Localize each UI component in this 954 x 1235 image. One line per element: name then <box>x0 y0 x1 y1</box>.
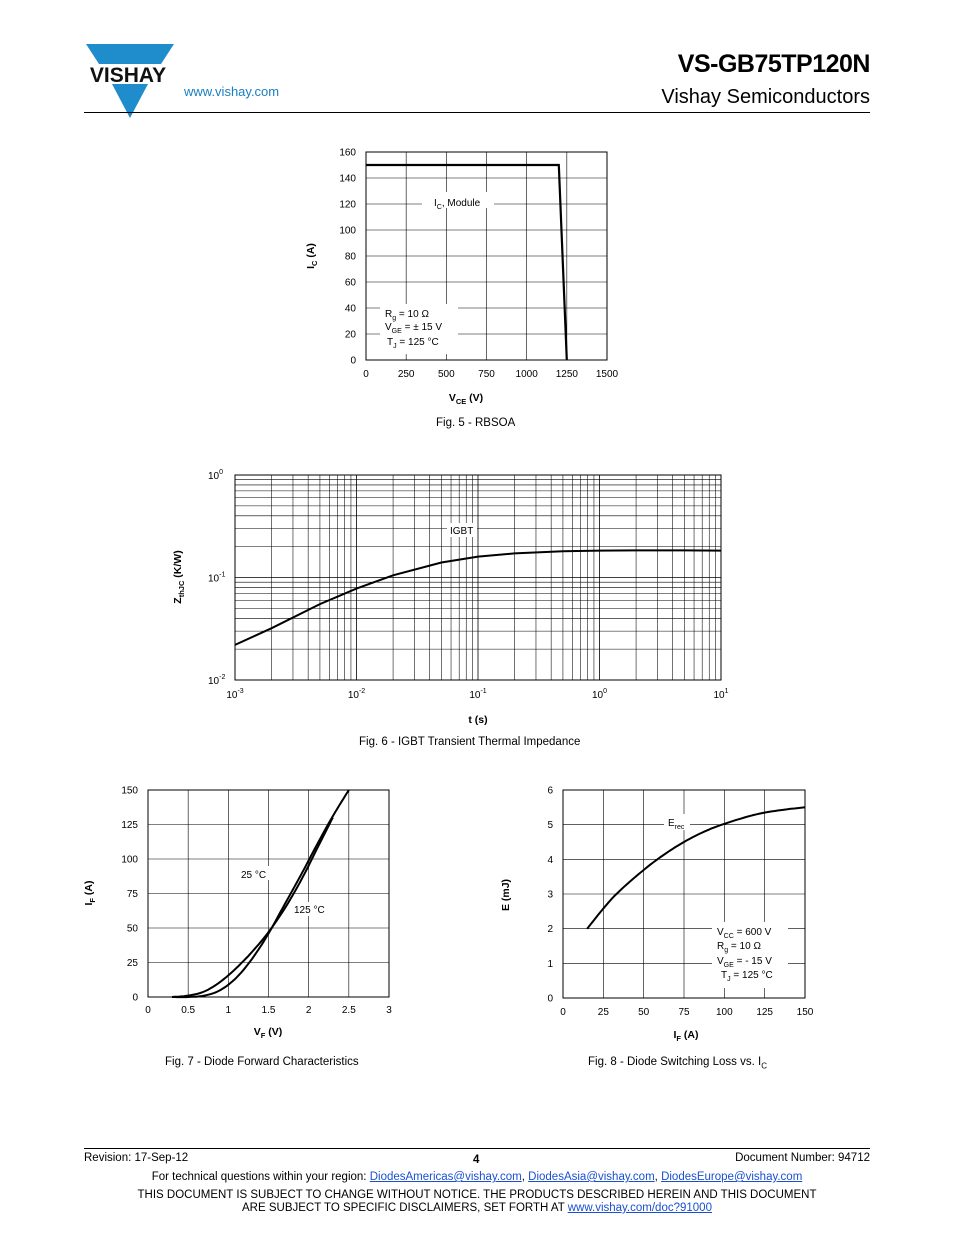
fig7-label-25c: 25 °C <box>241 870 267 881</box>
fig5-chart <box>290 140 640 415</box>
y-tick-label: 0 <box>350 355 356 367</box>
footer-rule <box>84 1148 870 1149</box>
x-tick-label: 1.5 <box>261 1005 276 1016</box>
document-number: Document Number: 94712 <box>735 1152 870 1164</box>
x-tick-label: $10^{-1}$ <box>469 688 487 701</box>
technical-contact-line: For technical questions within your region: DiodesAmericas@vishay.com, DiodesAsia@vishay.com, DiodesEurope@vishay.com <box>151 1171 803 1183</box>
y-tick-label: 2 <box>547 924 553 936</box>
fig5-caption: Fig. 5 - RBSOA <box>436 417 516 429</box>
fig8-cond-rg: $R_g = 10$ Ω <box>717 941 761 954</box>
website-link[interactable]: www.vishay.com <box>184 84 280 99</box>
x-tick-label: 100 <box>715 1007 733 1018</box>
y-tick-label: 1 <box>547 958 553 970</box>
fig7-chart <box>75 780 420 1045</box>
logo-text: VISHAY <box>89 64 167 87</box>
y-tick-label: 4 <box>547 854 553 866</box>
x-tick-label: 2.5 <box>341 1005 356 1016</box>
x-tick-label: 0.5 <box>181 1005 196 1016</box>
disclaimer-line-1: THIS DOCUMENT IS SUBJECT TO CHANGE WITHOUT NOTICE. THE PRODUCTS DESCRIBED HEREIN AND THIS DOCUMENT <box>137 1189 817 1201</box>
y-tick-label: 125 <box>121 820 138 831</box>
fig5-cond-vge: $V_{GE}$ = ± 15 V <box>385 322 443 335</box>
y-tick-label: $10^0$ <box>208 469 224 482</box>
disclaimer-link[interactable]: www.vishay.com/doc?91000 <box>567 1202 712 1214</box>
x-tick-label: 0 <box>560 1007 566 1018</box>
fig5-x-axis-label: $V_{CE}$ (V) <box>448 392 484 406</box>
y-tick-label: 75 <box>126 889 138 900</box>
fig7-x-axis-label: $V_F$ (V) <box>253 1026 283 1040</box>
fig5-y-ticks <box>339 148 356 367</box>
fig6-y-axis-label: $Z_{thJC}$ (K/W) <box>172 550 186 604</box>
fig5-x-ticks <box>363 369 618 380</box>
revision-date: Revision: 17-Sep-12 <box>84 1152 189 1164</box>
x-tick-label: $10^{-2}$ <box>347 688 366 701</box>
fig8-cond-vge: $V_{GE}$ = - 15 V <box>717 956 772 969</box>
y-tick-label: 25 <box>126 958 138 969</box>
y-tick-label: 150 <box>121 785 138 797</box>
header-rule <box>84 112 870 113</box>
x-tick-label: 125 <box>756 1007 774 1018</box>
x-tick-label: 250 <box>397 369 415 380</box>
fig5-cond-rg: $R_g = 10$ Ω <box>385 309 429 322</box>
fig7-label-125c: 125 °C <box>294 905 325 916</box>
x-tick-label: 1250 <box>555 369 578 380</box>
x-tick-label: 0 <box>145 1005 151 1016</box>
fig7-x-ticks <box>145 1005 392 1016</box>
y-tick-label: 40 <box>344 303 356 315</box>
y-tick-label: $10^{-2}$ <box>208 674 226 687</box>
x-tick-label: $10^0$ <box>591 688 608 701</box>
x-tick-label: 1500 <box>595 369 619 380</box>
fig8-series-label: $E_{rec}$ <box>668 818 685 831</box>
y-tick-label: 3 <box>547 889 553 901</box>
fig7-grid <box>148 790 389 997</box>
fig8-y-ticks <box>547 786 553 1005</box>
email-asia-link[interactable]: DiodesAsia@vishay.com <box>528 1171 655 1183</box>
x-tick-label: 150 <box>796 1007 814 1018</box>
disclaimer-line-2: ARE SUBJECT TO SPECIFIC DISCLAIMERS, SET FORTH AT www.vishay.com/doc?91000 <box>242 1202 712 1214</box>
y-tick-label: 100 <box>339 225 356 237</box>
y-tick-label: 50 <box>126 923 138 935</box>
x-tick-label: 0 <box>363 369 369 380</box>
fig6-caption: Fig. 6 - IGBT Transient Thermal Impedance <box>359 736 581 748</box>
email-americas-link[interactable]: DiodesAmericas@vishay.com <box>369 1171 522 1183</box>
fig6-grid <box>235 475 721 680</box>
y-tick-label: 140 <box>339 173 356 185</box>
y-tick-label: 60 <box>344 277 356 289</box>
y-tick-label: 6 <box>547 785 553 797</box>
vishay-logo <box>80 42 180 122</box>
y-tick-label: 0 <box>132 992 138 1004</box>
x-tick-label: 3 <box>386 1005 392 1016</box>
x-tick-label: 750 <box>478 369 495 380</box>
y-tick-label: 100 <box>121 854 138 866</box>
fig6-x-axis-label: t (s) <box>468 714 488 726</box>
x-tick-label: 75 <box>678 1007 690 1018</box>
fig8-series-erec <box>587 807 805 928</box>
fig8-caption: Fig. 8 - Diode Switching Loss vs. $I_C$ <box>588 1056 767 1071</box>
y-tick-label: 0 <box>547 993 553 1005</box>
y-tick-label: 120 <box>339 199 356 211</box>
x-tick-label: 50 <box>638 1007 650 1018</box>
x-tick-label: $10^1$ <box>713 688 729 701</box>
x-tick-label: 2 <box>305 1005 312 1016</box>
company-subtitle: Vishay Semiconductors <box>661 86 870 108</box>
y-tick-label: 5 <box>547 820 553 832</box>
email-europe-link[interactable]: DiodesEurope@vishay.com <box>661 1171 803 1183</box>
x-tick-label: 500 <box>437 369 455 380</box>
y-tick-label: 80 <box>344 251 356 263</box>
fig8-cond-vcc: $V_{CC} = 600$ V <box>717 927 772 940</box>
x-tick-label: 1 <box>225 1005 232 1016</box>
fig7-y-ticks <box>121 786 138 1004</box>
fig8-y-axis-label: E (mJ) <box>500 878 512 912</box>
fig8-chart <box>490 780 835 1045</box>
fig8-cond-tj: $T_J = 125$ °C <box>721 970 773 983</box>
y-tick-label: 20 <box>344 329 356 341</box>
fig5-cond-tj: $T_J = 125$ °C <box>387 337 439 350</box>
fig5-y-axis-label: $I_C$ (A) <box>305 243 319 269</box>
x-tick-label: 25 <box>597 1007 609 1018</box>
fig8-x-ticks <box>560 1007 814 1018</box>
x-tick-label: 1000 <box>515 369 538 380</box>
fig7-caption: Fig. 7 - Diode Forward Characteristics <box>165 1056 359 1068</box>
fig6-tick-labels <box>208 469 729 701</box>
part-number-title: VS-GB75TP120N <box>677 50 870 78</box>
fig8-x-axis-label: $I_F$ (A) <box>673 1029 699 1043</box>
fig6-series-label: IGBT <box>450 526 474 537</box>
fig5-legend: $I_C$, Module <box>434 198 481 211</box>
page-number: 4 <box>473 1154 480 1166</box>
x-tick-label: $10^{-3}$ <box>226 688 244 701</box>
fig6-chart <box>165 465 745 730</box>
y-tick-label: $10^{-1}$ <box>208 571 226 585</box>
y-tick-label: 160 <box>339 147 356 159</box>
fig7-y-axis-label: $I_F$ (A) <box>83 880 97 906</box>
